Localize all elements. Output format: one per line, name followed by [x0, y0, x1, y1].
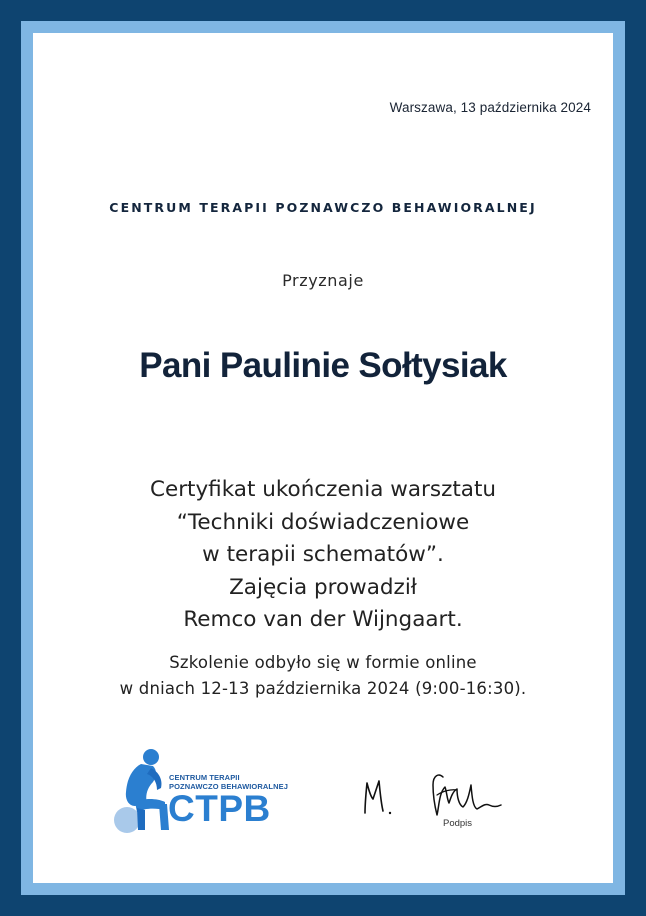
training-line: Szkolenie odbyło się w formie online — [169, 653, 477, 672]
ctpb-logo — [111, 746, 301, 836]
training-details — [33, 650, 613, 702]
certificate-description — [33, 474, 613, 637]
signature-image — [359, 763, 529, 823]
organization-name: CENTRUM TERAPII POZNAWCZO BEHAWIORALNEJ — [109, 200, 537, 215]
grants-label: Przyznaje — [282, 271, 364, 290]
cert-line: Certyfikat ukończenia warsztatu — [149, 477, 497, 502]
cert-line: “Techniki doświadczeniowe — [176, 509, 470, 535]
signature-label: Podpis — [443, 818, 473, 829]
logo-line-2: POZNAWCZO BEHAWIORALNEJ — [169, 782, 288, 791]
issue-date: Warszawa, 13 października 2024 — [389, 100, 591, 115]
training-line: w dniach 12-13 października 2024 (9:00-16:30). — [119, 679, 527, 698]
logo-line-1: CENTRUM TERAPII — [169, 773, 240, 782]
certificate-page — [33, 33, 613, 883]
logo-acronym: CTPB — [168, 788, 271, 829]
recipient-name: Pani Paulinie Sołtysiak — [139, 346, 507, 385]
thinker-figure-icon — [111, 746, 175, 834]
cert-line: w terapii schematów”. — [202, 542, 444, 567]
cert-line: Zajęcia prowadził — [229, 574, 417, 600]
cert-line: Remco van der Wijngaart. — [183, 607, 463, 632]
